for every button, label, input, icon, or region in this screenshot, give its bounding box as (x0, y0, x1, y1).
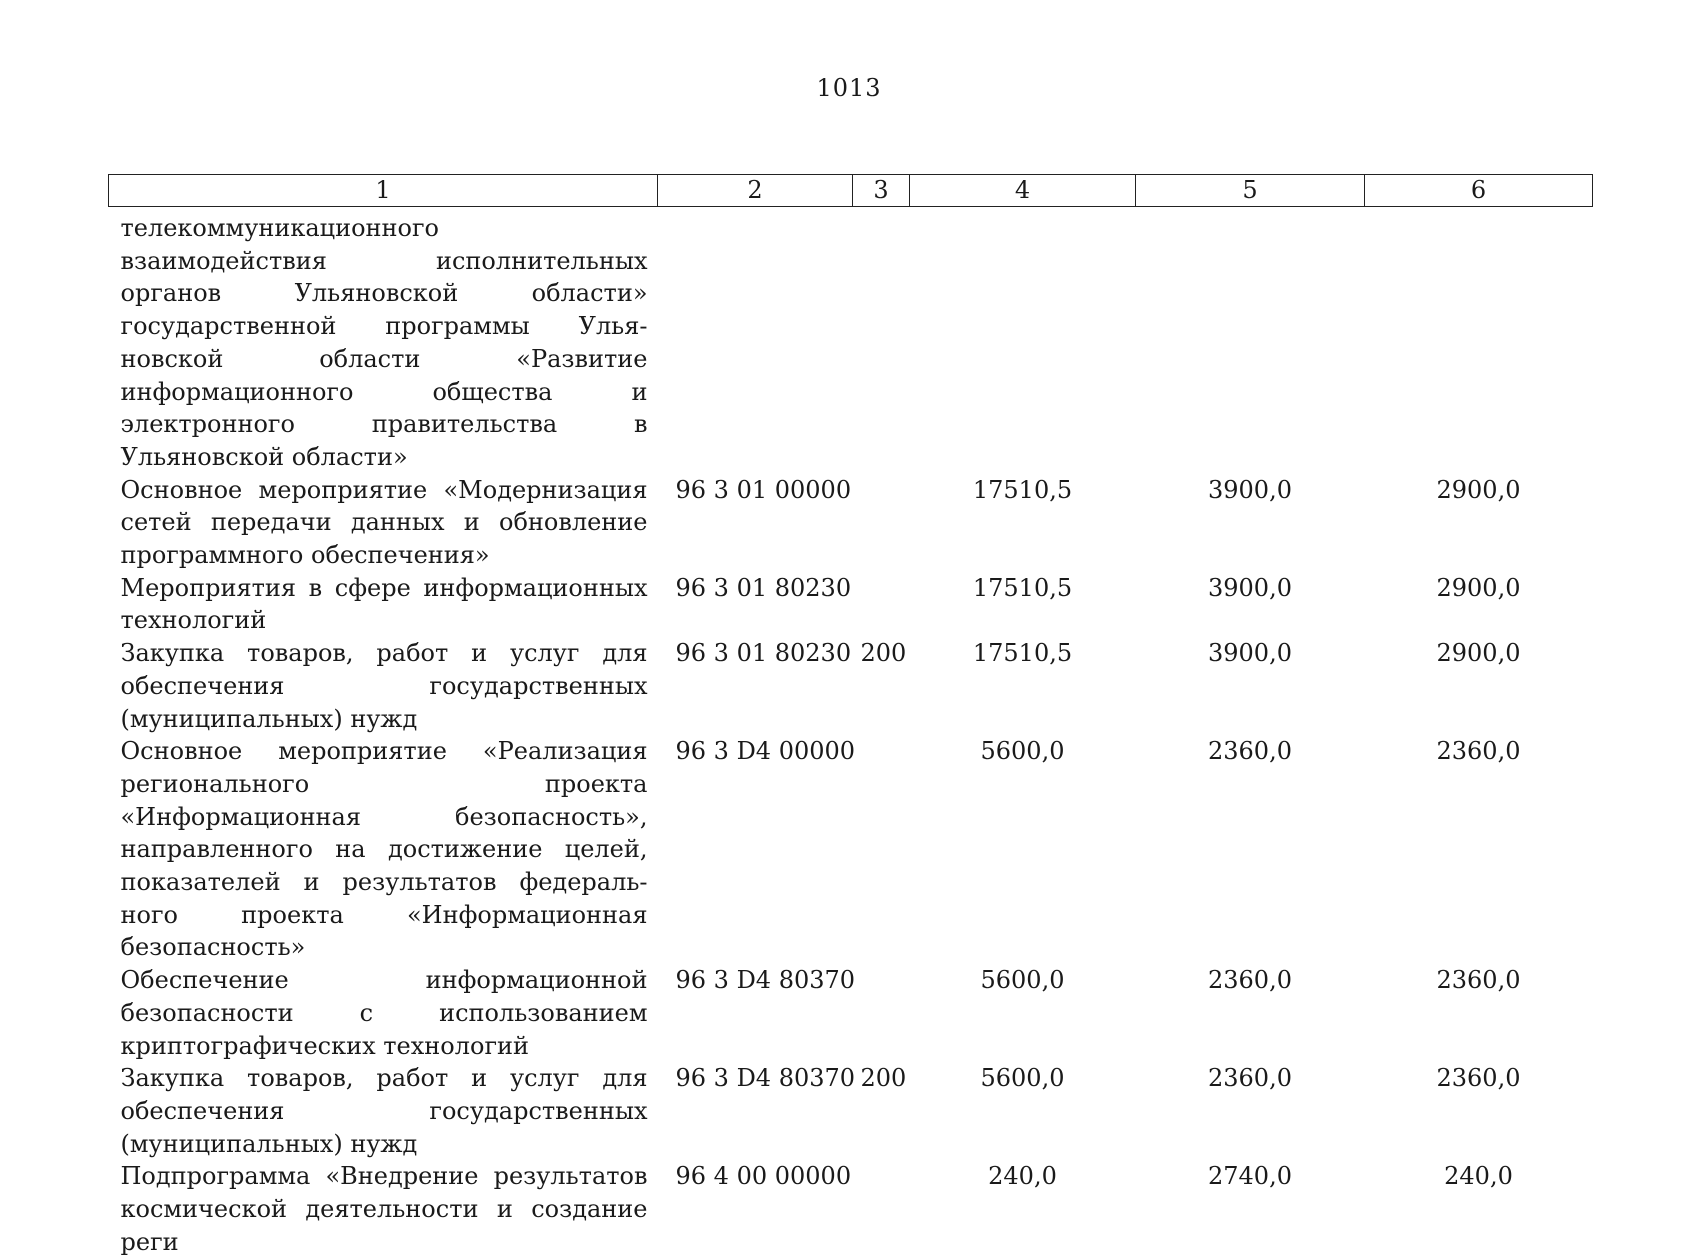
row-name: Мероприятия в сфере информационных технологий (120, 573, 648, 635)
row-value-6: 240,0 (1444, 1162, 1513, 1191)
row-type (853, 1160, 910, 1258)
table-header-row (109, 175, 1593, 207)
table-row (109, 964, 1593, 1062)
budget-table (108, 174, 1593, 1259)
row-name: Закупка товаров, работ и услуг для обеспечения государственных (муниципальных) нужд (120, 1064, 648, 1158)
row-value-4: 17510,5 (972, 475, 1073, 504)
row-code: 96 4 00 00000 (675, 1162, 852, 1191)
row-type (853, 572, 910, 637)
row-value-5: 2360,0 (1208, 966, 1292, 995)
row-type (853, 735, 910, 964)
row-name: Закупка товаров, работ и услуг для обеспечения государственных (муниципальных) нужд (120, 639, 648, 733)
row-value-5: 2360,0 (1208, 1064, 1292, 1093)
row-value-4: 5600,0 (980, 1064, 1065, 1093)
row-value-5: 3900,0 (1208, 639, 1292, 668)
table-row (109, 572, 1593, 637)
row-code (658, 207, 853, 474)
row-code: 96 3 D4 80370 (675, 966, 856, 995)
column-header-5: 5 (1136, 175, 1365, 207)
table-row (109, 1062, 1593, 1160)
row-type (853, 474, 910, 572)
row-value-5: 3900,0 (1208, 475, 1292, 504)
row-value-6: 2360,0 (1436, 966, 1521, 995)
row-value-6: 2900,0 (1436, 639, 1521, 668)
row-code: 96 3 D4 80370 (675, 1064, 856, 1093)
table-row (109, 474, 1593, 572)
row-name: Основное мероприятие «Модернизация сетей передачи данных и обновление программного обеспечения» (120, 475, 648, 570)
row-type (853, 207, 910, 474)
row-name: Обеспечение информационной безопасности с использованием криптографических технологий (120, 966, 648, 1060)
row-value-6: 2360,0 (1436, 1064, 1521, 1093)
row-type: 200 (860, 1064, 907, 1093)
row-value-5: 2360,0 (1208, 737, 1292, 766)
row-code: 96 3 01 80230 (675, 639, 852, 668)
row-type (853, 964, 910, 1062)
row-name: телекоммуникационного взаимодействия исполнительных органов Ульяновской области» государственной программы Ульяновской области «Развитие информационного общества и электронного правительства в Ульяновской области» (120, 214, 648, 471)
table-row (109, 735, 1593, 964)
row-value-4: 17510,5 (972, 639, 1073, 668)
row-value-5 (1136, 207, 1365, 474)
column-header-6: 6 (1365, 175, 1593, 207)
row-value-6 (1365, 207, 1593, 474)
column-header-1: 1 (109, 175, 658, 207)
row-value-6: 2900,0 (1436, 475, 1521, 504)
table-row (109, 637, 1593, 735)
row-type: 200 (860, 639, 907, 668)
row-code: 96 3 01 00000 (675, 475, 852, 504)
row-value-5: 2740,0 (1208, 1162, 1292, 1191)
row-name: Основное мероприятие «Реализация регионального проекта «Информационная безопасность», направленного на достижение целей, показателей и результатов федерального проекта «Информационная безопасность» (120, 737, 648, 962)
column-header-2: 2 (658, 175, 853, 207)
table-row (109, 1160, 1593, 1258)
row-code: 96 3 01 80230 (675, 573, 852, 602)
column-header-3: 3 (853, 175, 910, 207)
row-value-6: 2360,0 (1436, 737, 1521, 766)
table-row (109, 207, 1593, 474)
row-value-6: 2900,0 (1436, 573, 1521, 602)
row-value-5: 3900,0 (1208, 573, 1292, 602)
row-value-4: 240,0 (988, 1162, 1057, 1191)
row-value-4: 5600,0 (980, 966, 1065, 995)
page-number: 1013 (816, 74, 882, 102)
row-value-4: 17510,5 (972, 573, 1073, 602)
row-code: 96 3 D4 00000 (675, 737, 856, 766)
column-header-4: 4 (910, 175, 1136, 207)
row-value-4: 5600,0 (980, 737, 1065, 766)
row-name: Подпрограмма «Внедрение результатов космической деятельности и создание реги (120, 1162, 648, 1256)
row-value-4 (910, 207, 1136, 474)
